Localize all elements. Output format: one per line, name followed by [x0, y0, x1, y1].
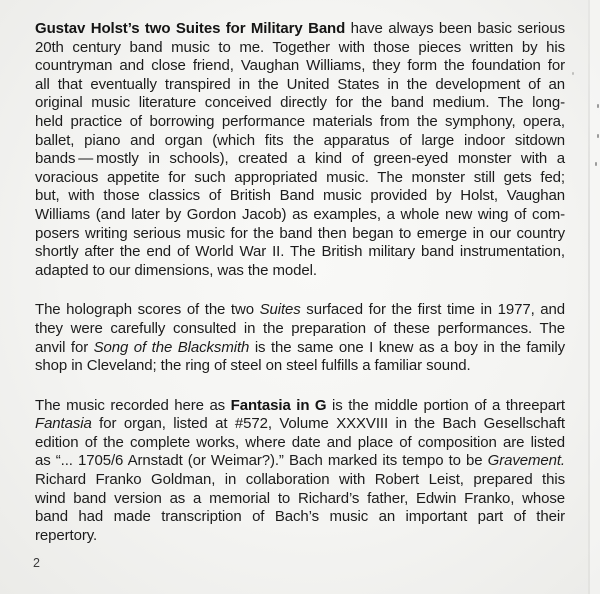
- text-line: [35, 225, 565, 244]
- text-line: [35, 397, 565, 416]
- text-line: [35, 243, 565, 262]
- text-segment: as “... 1705/6 Arnstadt (or Weimar?).” Bach marked its tempo to be: [35, 452, 488, 470]
- text-segment: for organ, listed at #572, Volume XXXVIII in the Bach Gesellschaft: [91, 415, 565, 433]
- text-segment: Williams (and later by Gordon Jacob) as examples, a whole new wing of com-: [35, 205, 565, 223]
- scan-edge-shadow: [588, 0, 590, 594]
- text-line: [35, 527, 565, 546]
- text-segment: posers writing serious music for the band then began to emerge in our country: [35, 224, 565, 242]
- paragraph: [35, 397, 565, 546]
- scan-speck: [597, 104, 599, 108]
- text-segment: is the middle portion of a threepart: [326, 396, 565, 414]
- text-segment: countryman and close friend, Vaughan Williams, they form the foundation for: [35, 57, 565, 75]
- text-segment: repertory.: [35, 526, 98, 544]
- text-line: [35, 320, 565, 339]
- text-segment: Richard Franko Goldman, in collaboration with Robert Leist, prepared this: [35, 471, 565, 489]
- text-segment: Fantasia: [35, 415, 92, 433]
- text-segment: all that eventually transpired in the United States in the development of an: [35, 75, 565, 93]
- text-line: [35, 339, 565, 358]
- text-line: [35, 301, 565, 320]
- text-segment: Gustav Holst’s two Suites for Military Band: [35, 20, 346, 37]
- text-segment: Song of the Blacksmith: [93, 338, 250, 356]
- scan-speck: [572, 72, 574, 75]
- text-segment: bands — mostly in schools), created a kind of green-eyed monster with a: [35, 150, 565, 168]
- text-segment: anvil for: [35, 338, 94, 356]
- text-line: [35, 113, 565, 132]
- text-line: [35, 452, 565, 471]
- text-segment: surfaced for the first time in 1977, and: [300, 301, 565, 319]
- text-line: [35, 357, 565, 376]
- text-line: [35, 206, 565, 225]
- text-segment: Fantasia in G: [230, 396, 327, 414]
- scan-right-strip: [590, 0, 600, 594]
- scan-speck: [595, 162, 597, 166]
- text-segment: band had made transcription of Bach’s music an important part of their: [35, 508, 565, 526]
- paragraph: [35, 20, 565, 280]
- text-line: [35, 508, 565, 527]
- text-segment: wind band version as a memorial to Richard’s father, Edwin Franko, whose: [35, 489, 565, 507]
- text-segment: have always been basic serious: [345, 20, 565, 37]
- text-segment: shortly after the end of World War II. The British military band instrumentation,: [35, 243, 565, 261]
- text-segment: held practice of borrowing performance materials from the symphony, opera,: [35, 112, 565, 130]
- liner-notes-text: [35, 20, 565, 545]
- text-line: [35, 434, 565, 453]
- text-line: [35, 94, 565, 113]
- text-segment: edition of the complete works, where date and place of composition are listed: [35, 433, 565, 451]
- paragraph: [35, 301, 565, 375]
- text-line: [35, 39, 565, 58]
- text-line: [35, 490, 565, 509]
- text-segment: Gravement.: [487, 452, 565, 470]
- text-line: [35, 471, 565, 490]
- text-line: [35, 132, 565, 151]
- text-segment: voracious appetite for such appropriated music. The monster still gets fed;: [35, 168, 565, 186]
- text-segment: shop in Cleveland; the ring of steel on steel fulfills a familiar sound.: [35, 357, 471, 375]
- text-segment: they were carefully consulted in the preparation of these performances. The: [35, 319, 565, 337]
- text-segment: original music literature conceived directly for the band medium. The long-: [35, 94, 565, 112]
- text-line: [35, 150, 565, 169]
- text-segment: ballet, piano and organ (which fits the apparatus of large indoor sitdown: [35, 131, 565, 149]
- page-number: 2: [33, 556, 40, 570]
- text-segment: but, with those classics of British Band music provided by Holst, Vaughan: [35, 187, 565, 205]
- text-line: [35, 76, 565, 95]
- text-line: [35, 415, 565, 434]
- text-segment: 20th century band music to me. Together with those pieces written by his: [35, 38, 565, 56]
- text-line: [35, 187, 565, 206]
- scan-speck: [597, 134, 599, 138]
- text-line: [35, 20, 565, 39]
- text-segment: The holograph scores of the two: [35, 301, 260, 319]
- text-line: [35, 262, 565, 281]
- text-segment: adapted to our dimensions, was the model.: [35, 261, 317, 279]
- text-segment: Suites: [259, 301, 301, 319]
- text-segment: The music recorded here as: [35, 396, 231, 414]
- text-line: [35, 169, 565, 188]
- text-segment: is the same one I knew as a boy in the family: [249, 338, 565, 356]
- text-line: [35, 57, 565, 76]
